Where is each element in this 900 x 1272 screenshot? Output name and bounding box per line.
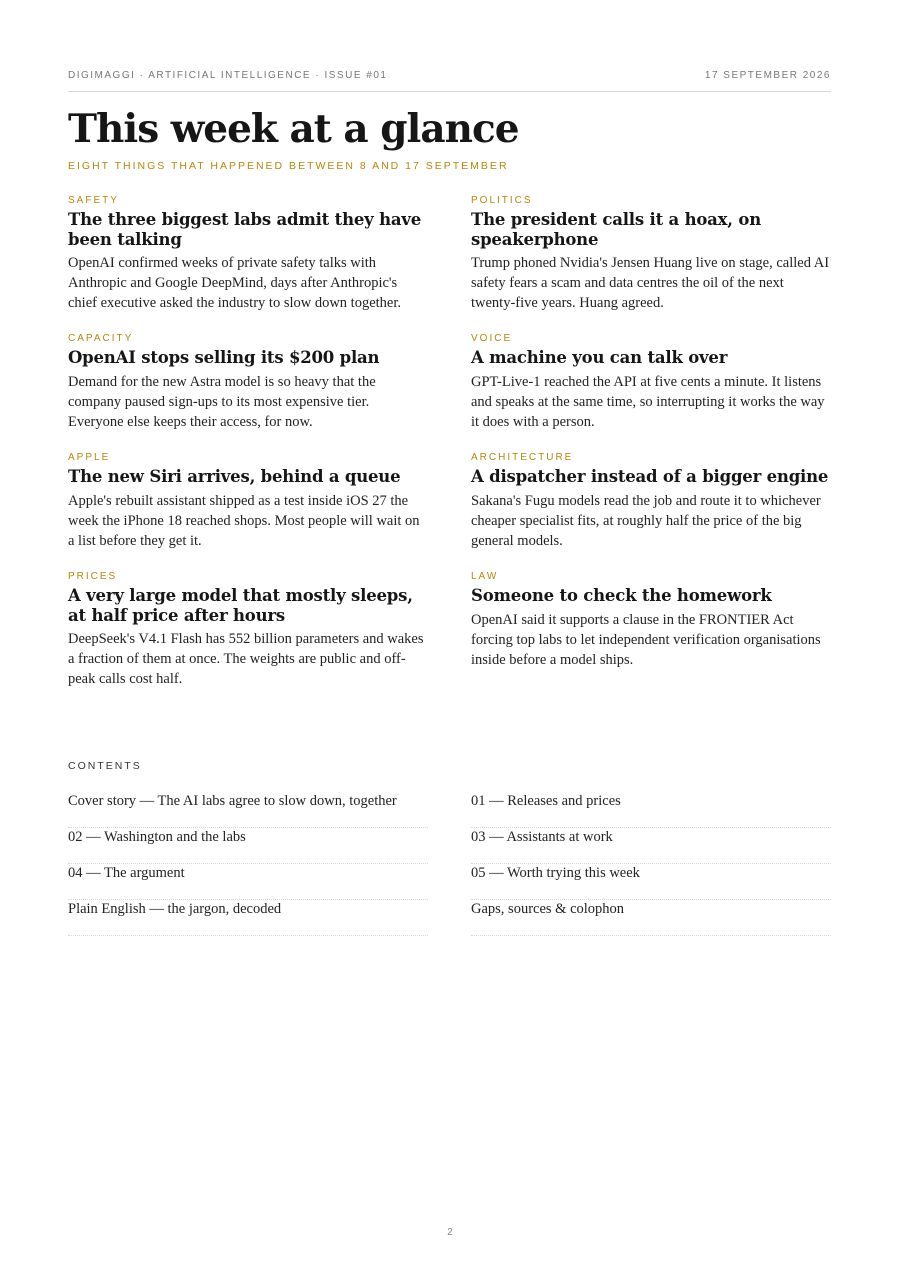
toc-item-label: Gaps, sources & colophon — [471, 901, 625, 917]
story-safety — [68, 195, 428, 313]
story-category: SAFETY — [68, 195, 119, 206]
toc-item-plain-english[interactable] — [68, 899, 428, 936]
story-body: OpenAI said it supports a clause in the FRONTIER Act forcing top labs to let independent verification organisations inside before a model ships. — [471, 611, 821, 668]
story-body: OpenAI confirmed weeks of private safety talks with Anthropic and Google DeepMind, days after Anthropic's chief executive asked the industry to slow down together. — [68, 255, 402, 311]
page-subtitle: EIGHT THINGS THAT HAPPENED BETWEEN 8 AND 17 SEPTEMBER — [68, 160, 509, 172]
toc-item-label: 05 — Worth trying this week — [471, 865, 640, 881]
toc-item-gaps-sources[interactable] — [471, 899, 831, 936]
toc-item-label: Plain English — the jargon, decoded — [68, 901, 282, 917]
story-headline: The new Siri arrives, behind a queue — [68, 467, 401, 486]
toc-item-01[interactable] — [471, 791, 831, 828]
story-law — [471, 571, 831, 670]
story-category: ARCHITECTURE — [471, 452, 574, 463]
story-headline: A very large model that mostly sleeps, at half price after hours — [68, 586, 413, 625]
story-capacity — [68, 333, 428, 432]
story-category: PRICES — [68, 571, 118, 582]
toc-item-02[interactable] — [68, 827, 428, 864]
toc-item-03[interactable] — [471, 827, 831, 864]
story-headline: A machine you can talk over — [471, 348, 728, 367]
story-body: Apple's rebuilt assistant shipped as a test inside iOS 27 the week the iPhone 18 reached shops. Most people will wait on a list before they get it. — [68, 492, 420, 549]
toc-item-cover-story[interactable] — [68, 791, 428, 828]
toc-item-04[interactable] — [68, 863, 428, 900]
page-title: This week at a glance — [68, 106, 519, 152]
toc-item-label: Cover story — The AI labs agree to slow down, together — [68, 793, 397, 809]
masthead-publication: DIGIMAGGI · ARTIFICIAL INTELLIGENCE · ISSUE #01 — [68, 70, 388, 81]
story-body: GPT-Live-1 reached the API at five cents a minute. It listens and speaks at the same time, so interrupting it works the way it does with a person. — [471, 373, 825, 430]
story-politics — [471, 195, 831, 313]
toc-item-05[interactable] — [471, 863, 831, 900]
toc-item-label: 04 — The argument — [68, 865, 185, 881]
story-headline: The president calls it a hoax, on speakerphone — [471, 210, 761, 249]
contents-heading: CONTENTS — [68, 760, 142, 772]
story-category: POLITICS — [471, 195, 533, 206]
story-body: Demand for the new Astra model is so heavy that the company paused sign-ups to its most expensive tier. Everyone else keeps their access, for now. — [68, 373, 376, 430]
story-apple — [68, 452, 428, 551]
story-headline: OpenAI stops selling its $200 plan — [68, 348, 380, 367]
story-headline: The three biggest labs admit they have been talking — [68, 210, 422, 249]
story-body: Trump phoned Nvidia's Jensen Huang live on stage, called AI safety fears a scam and data centres the oil of the next twenty-five years. Huang agreed. — [471, 255, 830, 311]
story-category: LAW — [471, 571, 499, 582]
masthead — [68, 70, 831, 92]
story-category: CAPACITY — [68, 333, 134, 344]
story-voice — [471, 333, 831, 432]
page-number: 2 — [447, 1227, 453, 1238]
toc-item-label: 03 — Assistants at work — [471, 829, 613, 845]
masthead-date: 17 SEPTEMBER 2026 — [704, 70, 831, 81]
story-headline: A dispatcher instead of a bigger engine — [471, 467, 829, 486]
story-architecture — [471, 452, 831, 551]
toc-item-label: 01 — Releases and prices — [471, 793, 621, 809]
story-prices — [68, 571, 428, 689]
story-body: Sakana's Fugu models read the job and route it to whichever cheaper specialist fits, at roughly half the price of the big general models. — [471, 492, 821, 549]
story-headline: Someone to check the homework — [471, 586, 772, 605]
story-category: VOICE — [471, 333, 513, 344]
story-body: DeepSeek's V4.1 Flash has 552 billion parameters and wakes a fraction of them at once. The weights are public and off-peak calls cost half. — [68, 631, 424, 687]
toc-item-label: 02 — Washington and the labs — [68, 829, 246, 845]
story-category: APPLE — [68, 452, 111, 463]
